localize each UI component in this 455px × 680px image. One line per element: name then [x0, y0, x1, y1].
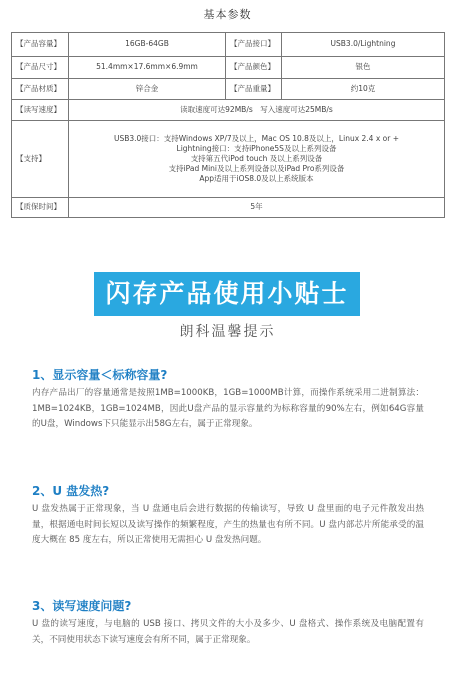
support-line: 支持iPad Mini及以上系列设备以及iPad Pro系列设备 [168, 164, 345, 174]
color-value: 银色 [282, 57, 445, 79]
tip-heading-capacity: 1、显示容量＜标称容量? [32, 368, 168, 382]
speed-label: 【读写速度】 [12, 100, 69, 121]
table-row [12, 57, 445, 79]
tips-banner: 闪存产品使用小贴士 [94, 272, 360, 316]
interface-label: 【产品接口】 [226, 33, 282, 57]
support-line: App适用于iOS8.0及以上系统版本 [199, 174, 314, 184]
material-label: 【产品材质】 [12, 79, 69, 100]
size-value: 51.4mm×17.6mm×6.9mm [69, 57, 226, 79]
tip-heading-speed: 3、读写速度问题? [32, 599, 132, 613]
table-row [12, 198, 445, 218]
table-row [12, 33, 445, 57]
capacity-label: 【产品容量】 [12, 33, 69, 57]
table-row [12, 79, 445, 100]
weight-label: 【产品重量】 [226, 79, 282, 100]
support-line: 支持第五代iPod touch 及以上系列设备 [190, 153, 323, 163]
support-line: USB3.0接口：支持Windows XP/7及以上，Mac OS 10.8及以上，Linux 2.4 x or + [113, 133, 400, 143]
tip-body-heat: U 盘发热属于正常现象，当 U 盘通电后会进行数据的传输读写，导致 U 盘里面的电子元件散发出热量，根据通电时间长短以及读写操作的频繁程度，产生的热量也有所不同。U 盘内部芯片所能承受的温度大概在 85 度左右，所以正常使用无需担心 U 盘发热问题。 [32, 504, 424, 545]
color-label: 【产品颜色】 [226, 57, 282, 79]
interface-value: USB3.0/Lightning [282, 33, 445, 57]
support-line: Lightning接口：支持iPhone5S及以上系列设备 [176, 143, 337, 153]
tips-subtitle: 朗科温馨提示 [179, 324, 276, 340]
table-row [12, 121, 445, 198]
warranty-label: 【质保时间】 [12, 198, 69, 218]
params-title: 基本参数 [203, 8, 252, 21]
table-row [12, 100, 445, 121]
tip-body-speed: U 盘的读写速度，与电脑的 USB 接口、拷贝文件的大小及多少、U 盘格式、操作系统及电脑配置有关，不同使用状态下读写速度会有所不同，属于正常现象。 [32, 619, 424, 645]
support-label: 【支持】 [12, 121, 69, 198]
speed-value: 读取速度可达92MB/s 写入速度可达25MB/s [69, 100, 445, 121]
weight-value: 约10克 [282, 79, 445, 100]
support-value [69, 121, 445, 198]
tip-heading-heat: 2、U 盘发热? [32, 484, 110, 498]
size-label: 【产品尺寸】 [12, 57, 69, 79]
spec-table [11, 32, 445, 218]
warranty-value: 5年 [69, 198, 445, 218]
tip-body-capacity: 内存产品出厂的容量通常是按照1MB=1000KB，1GB=1000MB计算，而操作系统采用二进制算法：1MB=1024KB，1GB=1024MB，因此U盘产品的显示容量约为标称容量的90%左右，例如64G容量的U盘，Windows下只能显示出58G左右，属于正常现象。 [32, 388, 424, 429]
material-value: 锌合金 [69, 79, 226, 100]
capacity-value: 16GB-64GB [69, 33, 226, 57]
